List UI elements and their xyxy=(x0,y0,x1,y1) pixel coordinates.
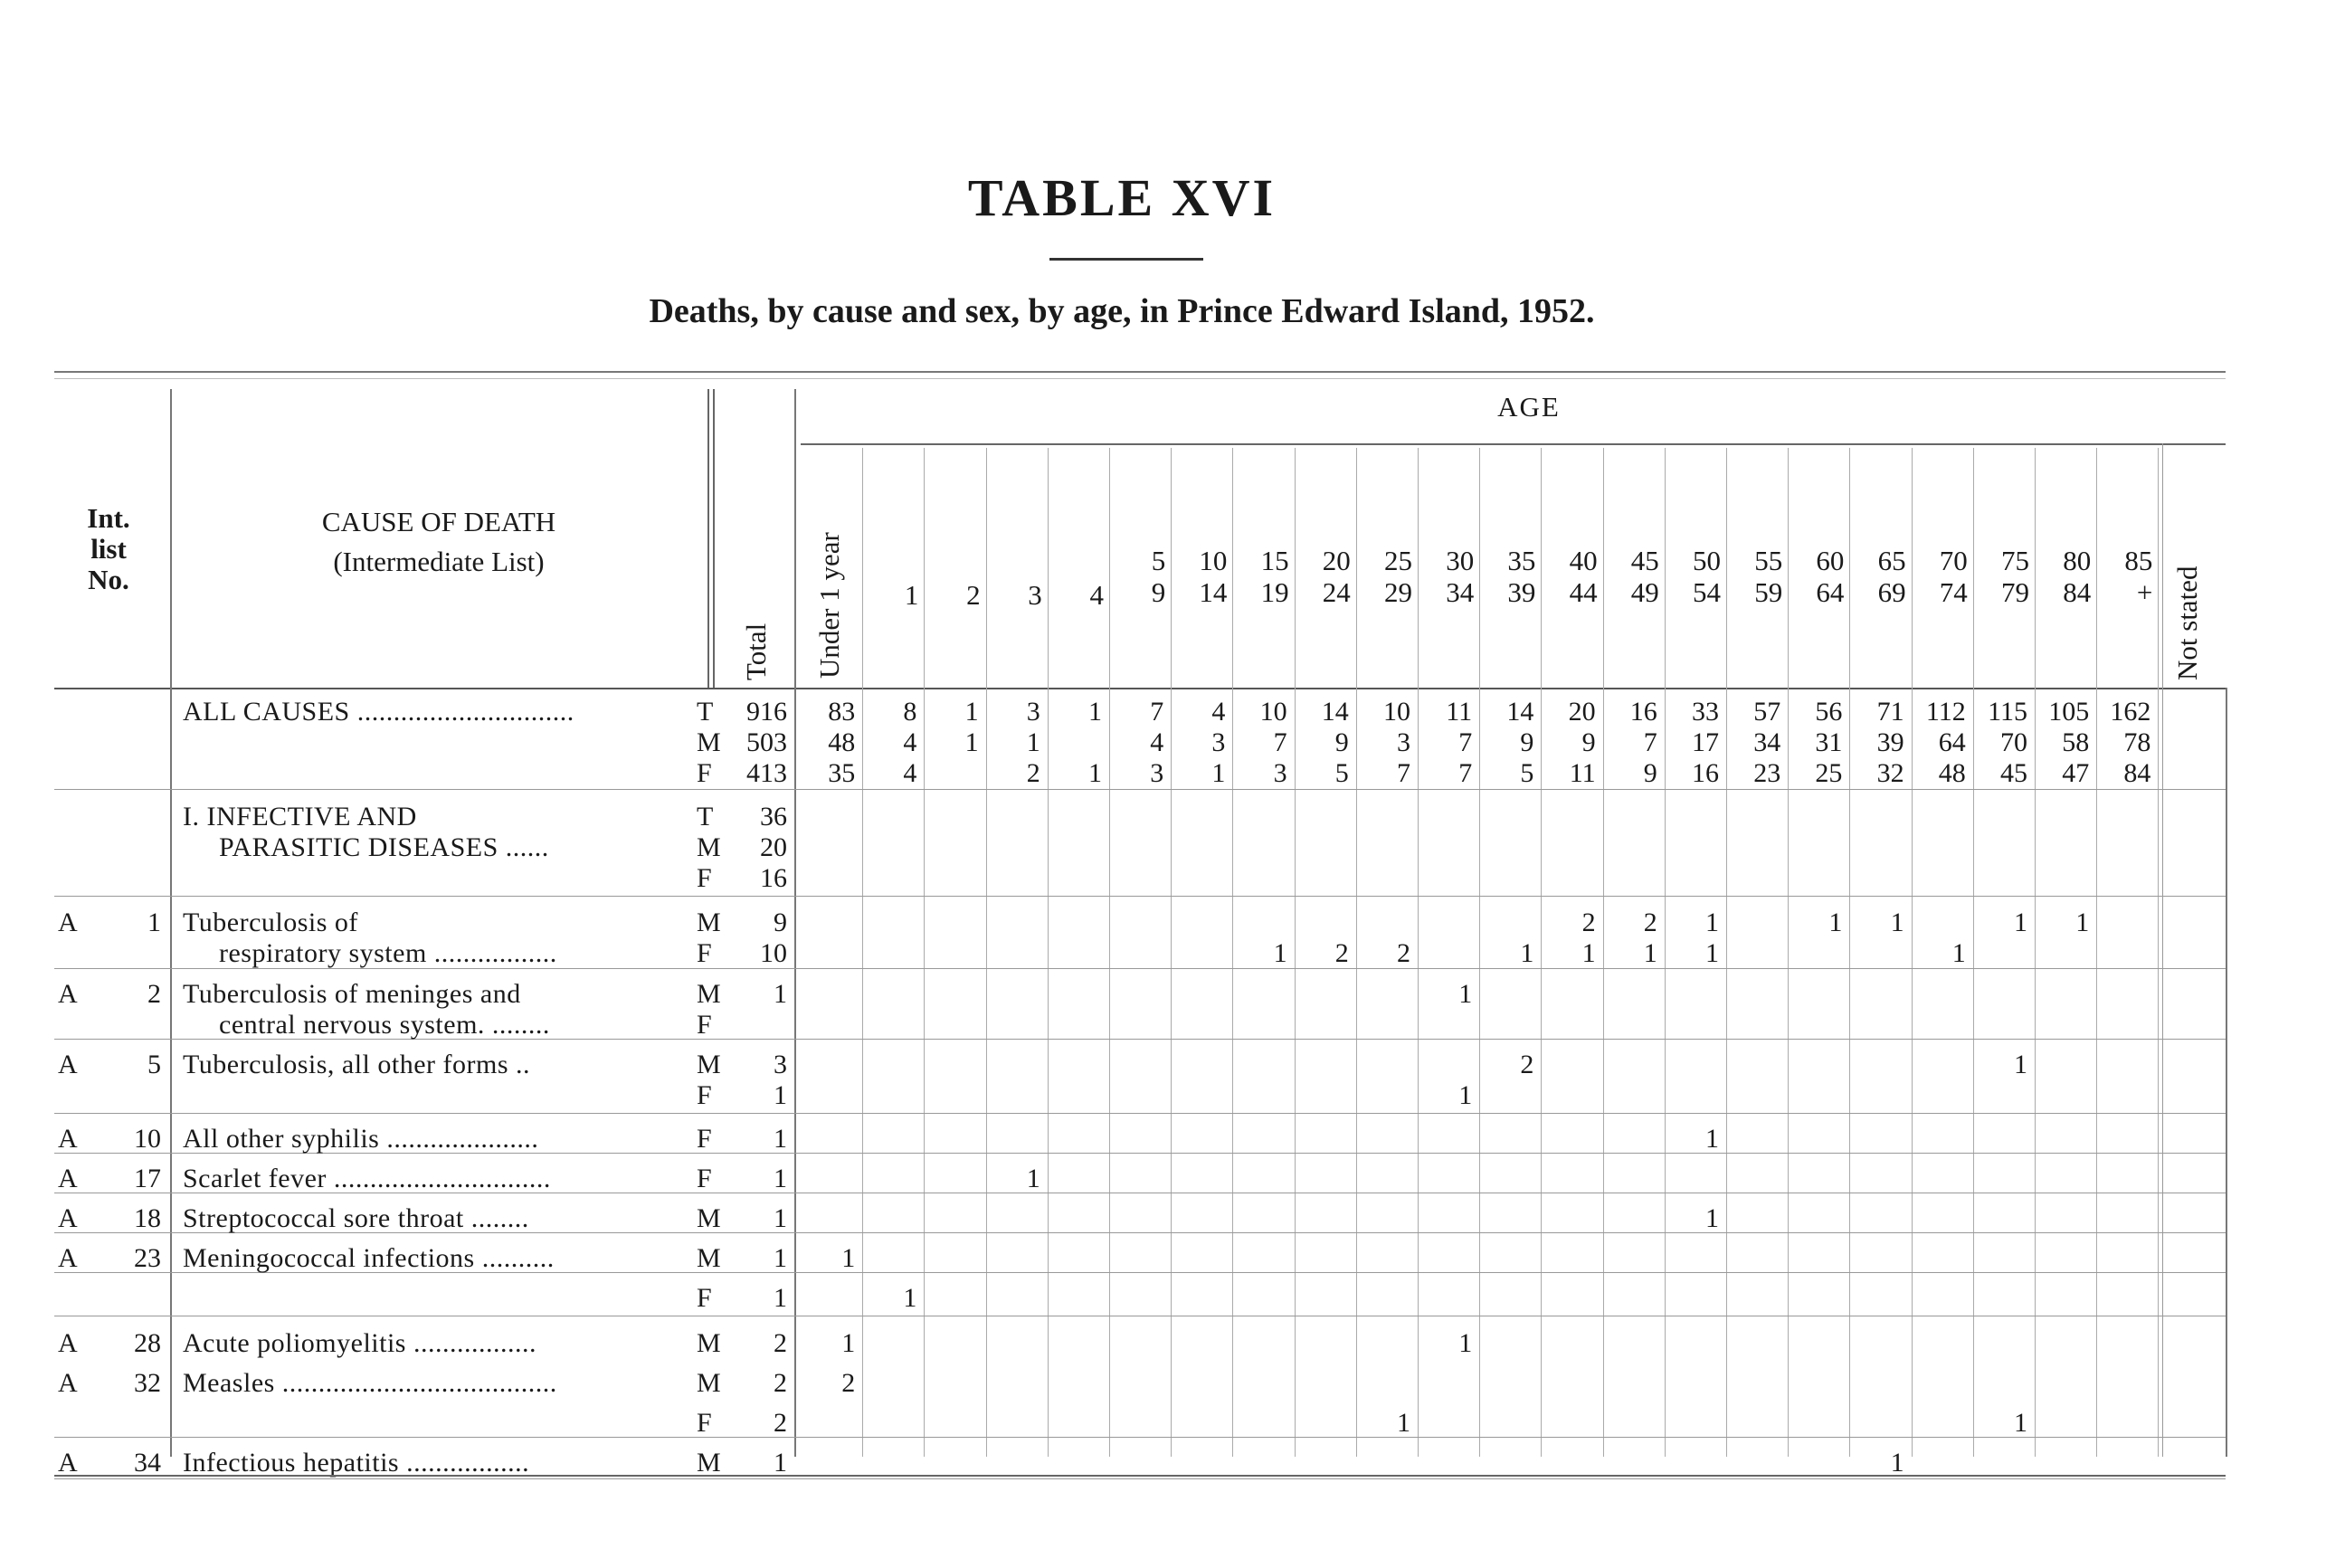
age-header-a80: 80 84 xyxy=(2063,545,2092,608)
row-sex: F xyxy=(697,938,712,968)
age-value-a35: 9 xyxy=(1520,727,1534,757)
age-header-a25: 25 29 xyxy=(1383,545,1412,608)
age-value-a45: 2 xyxy=(1643,908,1657,937)
age-header-a4: 4 xyxy=(1089,579,1104,611)
row-int-number: 5 xyxy=(147,1050,161,1079)
age-value-a50: 1 xyxy=(1704,908,1719,937)
row-int-number: 18 xyxy=(134,1203,161,1233)
age-value-a5: 7 xyxy=(1150,697,1164,727)
row-code: A xyxy=(58,908,78,937)
age-value-a75: 70 xyxy=(1999,727,2027,757)
age-header-rule xyxy=(801,443,2226,445)
age-value-a30: 1 xyxy=(1458,1328,1473,1358)
age-header-a2: 2 xyxy=(966,579,981,611)
row-total: 1 xyxy=(774,1124,787,1154)
row-cause: central nervous system. ........ xyxy=(219,1010,550,1040)
row-separator xyxy=(54,1113,2226,1114)
header-bottom-rule xyxy=(54,688,2226,689)
age-header-u1: Under 1 year xyxy=(813,532,845,679)
row-sex: M xyxy=(697,1203,721,1233)
row-total: 2 xyxy=(774,1368,787,1398)
row-int-number: 23 xyxy=(134,1243,161,1273)
age-value-a35: 14 xyxy=(1506,697,1534,727)
age-value-a4: 1 xyxy=(1087,697,1102,727)
age-header-a15: 15 19 xyxy=(1260,545,1289,608)
age-value-a80: 105 xyxy=(2048,697,2090,727)
age-header-a30: 30 34 xyxy=(1446,545,1475,608)
row-code: A xyxy=(58,1368,78,1398)
row-sex: M xyxy=(697,1328,721,1358)
age-value-a70: 1 xyxy=(1951,938,1966,968)
age-value-a75: 45 xyxy=(1999,758,2027,788)
age-value-a50: 33 xyxy=(1691,697,1719,727)
age-column-rule xyxy=(794,389,796,1457)
age-value-a10: 1 xyxy=(1211,758,1226,788)
age-header-a10: 10 14 xyxy=(1199,545,1228,608)
row-separator xyxy=(54,1437,2226,1438)
age-value-a5: 4 xyxy=(1150,727,1164,757)
age-value-u1: 83 xyxy=(828,697,856,727)
age-value-a20: 14 xyxy=(1321,697,1349,727)
row-sex: F xyxy=(697,1080,712,1110)
age-header-a70: 70 74 xyxy=(1939,545,1968,608)
age-value-a75: 1 xyxy=(2013,1050,2027,1079)
row-sex: F xyxy=(697,1010,712,1040)
table-bottom-rule xyxy=(54,1475,2226,1477)
total-header: Total xyxy=(740,622,772,680)
age-value-a10: 4 xyxy=(1211,697,1226,727)
row-separator xyxy=(54,1478,2226,1479)
age-value-u1: 1 xyxy=(841,1243,856,1273)
age-value-a35: 1 xyxy=(1520,938,1534,968)
row-sex: M xyxy=(697,832,721,862)
table-top-rule xyxy=(54,371,2226,373)
row-code: A xyxy=(58,1050,78,1079)
row-sex: M xyxy=(697,1448,721,1478)
age-value-a15: 1 xyxy=(1273,938,1287,968)
age-value-a5: 3 xyxy=(1150,758,1164,788)
age-value-a70: 112 xyxy=(1925,697,1966,727)
row-total: 10 xyxy=(760,938,787,968)
age-value-a1: 1 xyxy=(903,1283,917,1313)
age-value-a1: 4 xyxy=(903,758,917,788)
row-cause: respiratory system ................. xyxy=(219,938,557,968)
age-value-a55: 57 xyxy=(1753,697,1781,727)
age-value-a55: 34 xyxy=(1753,727,1781,757)
row-int-number: 17 xyxy=(134,1164,161,1193)
age-header-a1: 1 xyxy=(904,579,919,611)
age-header-a75: 75 79 xyxy=(2000,545,2029,608)
age-col-rule-a85 xyxy=(2158,448,2159,1457)
age-value-a40: 20 xyxy=(1568,697,1596,727)
age-value-a45: 1 xyxy=(1643,938,1657,968)
age-value-a40: 2 xyxy=(1581,908,1596,937)
row-cause: Tuberculosis of meninges and xyxy=(183,979,521,1009)
age-value-a25: 7 xyxy=(1396,758,1410,788)
row-cause: All other syphilis ..................... xyxy=(183,1124,539,1154)
age-value-a80: 58 xyxy=(2062,727,2090,757)
age-value-a85: 162 xyxy=(2110,697,2151,727)
age-value-u1: 48 xyxy=(828,727,856,757)
age-value-a1: 4 xyxy=(903,727,917,757)
row-cause: Meningococcal infections .......... xyxy=(183,1243,555,1273)
age-value-a65: 1 xyxy=(1890,908,1904,937)
row-cause: PARASITIC DISEASES ...... xyxy=(219,832,549,862)
age-value-u1: 1 xyxy=(841,1328,856,1358)
table-subtitle: Deaths, by cause and sex, by age, in Prince Edward Island, 1952. xyxy=(649,292,1595,330)
table-top-rule-2 xyxy=(54,378,2226,379)
age-value-a2: 1 xyxy=(964,727,979,757)
row-sex: F xyxy=(697,1408,712,1438)
age-value-a10: 3 xyxy=(1211,727,1226,757)
row-total: 1 xyxy=(774,1243,787,1273)
age-value-a85: 84 xyxy=(2123,758,2151,788)
age-value-a20: 2 xyxy=(1334,938,1349,968)
row-total: 413 xyxy=(746,758,787,788)
age-header-a35: 35 39 xyxy=(1507,545,1536,608)
age-value-a70: 48 xyxy=(1938,758,1966,788)
age-value-a45: 7 xyxy=(1643,727,1657,757)
age-header-a20: 20 24 xyxy=(1322,545,1351,608)
age-value-a85: 78 xyxy=(2123,727,2151,757)
row-code: A xyxy=(58,1328,78,1358)
age-header-a55: 55 59 xyxy=(1754,545,1783,608)
row-total: 9 xyxy=(774,908,787,937)
age-value-a30: 7 xyxy=(1458,727,1473,757)
age-value-a60: 1 xyxy=(1828,908,1843,937)
row-cause: Infectious hepatitis ................. xyxy=(183,1448,530,1478)
row-cause: Scarlet fever .............................. xyxy=(183,1164,551,1193)
row-total: 916 xyxy=(746,697,787,727)
age-value-a25: 1 xyxy=(1396,1408,1410,1438)
cause-column-rule xyxy=(170,389,172,1457)
not-stated-rule xyxy=(2162,443,2163,1457)
age-value-a65: 71 xyxy=(1876,697,1904,727)
age-header-a45: 45 49 xyxy=(1630,545,1659,608)
age-value-u1: 35 xyxy=(828,758,856,788)
row-sex: F xyxy=(697,1283,712,1313)
row-sex: M xyxy=(697,908,721,937)
row-total: 1 xyxy=(774,1203,787,1233)
row-total: 1 xyxy=(774,1283,787,1313)
age-value-a3: 3 xyxy=(1026,697,1040,727)
row-cause: I. INFECTIVE AND xyxy=(183,802,417,832)
age-value-a50: 1 xyxy=(1704,938,1719,968)
age-value-a50: 1 xyxy=(1704,1124,1719,1154)
age-header-a3: 3 xyxy=(1028,579,1042,611)
age-value-a15: 7 xyxy=(1273,727,1287,757)
total-column-rule-2 xyxy=(713,389,715,688)
age-value-a65: 39 xyxy=(1876,727,1904,757)
row-int-number: 28 xyxy=(134,1328,161,1358)
age-value-a25: 2 xyxy=(1396,938,1410,968)
age-value-a75: 1 xyxy=(2013,908,2027,937)
row-int-number: 2 xyxy=(147,979,161,1009)
age-value-a40: 1 xyxy=(1581,938,1596,968)
row-sex: T xyxy=(697,802,714,832)
row-sex: F xyxy=(697,758,712,788)
row-code: A xyxy=(58,1243,78,1273)
row-sex: T xyxy=(697,697,714,727)
age-value-a75: 115 xyxy=(1988,697,2027,727)
age-value-a4: 1 xyxy=(1087,758,1102,788)
row-cause: ALL CAUSES .............................. xyxy=(183,697,574,727)
row-sex: M xyxy=(697,727,721,757)
row-total: 1 xyxy=(774,1080,787,1110)
title-underline xyxy=(1049,258,1203,261)
age-value-a20: 5 xyxy=(1334,758,1349,788)
age-header-a40: 40 44 xyxy=(1569,545,1598,608)
int-list-header: Int. list No. xyxy=(87,502,130,595)
table-right-rule xyxy=(2226,688,2227,1457)
age-value-a3: 1 xyxy=(1026,1164,1040,1193)
age-header-a85: 85 + xyxy=(2124,545,2153,608)
age-header: AGE xyxy=(1497,391,1561,423)
row-code: A xyxy=(58,1164,78,1193)
row-code: A xyxy=(58,1124,78,1154)
age-value-a30: 1 xyxy=(1458,979,1473,1009)
row-cause: Streptococcal sore throat ........ xyxy=(183,1203,529,1233)
row-total: 503 xyxy=(746,727,787,757)
row-sex: F xyxy=(697,1164,712,1193)
age-value-a2: 1 xyxy=(964,697,979,727)
row-separator xyxy=(54,789,2226,790)
age-value-a50: 16 xyxy=(1691,758,1719,788)
total-column-rule xyxy=(707,389,709,688)
age-value-a15: 10 xyxy=(1259,697,1287,727)
age-value-a50: 17 xyxy=(1691,727,1719,757)
row-total: 1 xyxy=(774,979,787,1009)
age-value-a35: 2 xyxy=(1520,1050,1534,1079)
row-sex: F xyxy=(697,1124,712,1154)
age-value-a80: 47 xyxy=(2062,758,2090,788)
row-sex: M xyxy=(697,979,721,1009)
row-total: 1 xyxy=(774,1164,787,1193)
row-sex: M xyxy=(697,1368,721,1398)
age-value-a40: 11 xyxy=(1569,758,1596,788)
row-total: 16 xyxy=(760,863,787,893)
age-value-a60: 56 xyxy=(1815,697,1843,727)
age-value-a45: 9 xyxy=(1643,758,1657,788)
age-header-a50: 50 54 xyxy=(1692,545,1721,608)
age-value-a25: 10 xyxy=(1382,697,1410,727)
row-sex: F xyxy=(697,863,712,893)
row-code: A xyxy=(58,979,78,1009)
row-total: 3 xyxy=(774,1050,787,1079)
age-value-a45: 16 xyxy=(1629,697,1657,727)
age-value-a65: 32 xyxy=(1876,758,1904,788)
age-value-a70: 64 xyxy=(1938,727,1966,757)
age-value-a50: 1 xyxy=(1704,1203,1719,1233)
row-cause: Tuberculosis of xyxy=(183,908,358,937)
row-total: 1 xyxy=(774,1448,787,1478)
row-cause: Acute poliomyelitis ................. xyxy=(183,1328,536,1358)
row-code: A xyxy=(58,1448,78,1478)
age-value-a80: 1 xyxy=(2075,908,2090,937)
age-value-a65: 1 xyxy=(1890,1448,1904,1478)
row-int-number: 34 xyxy=(134,1448,161,1478)
row-total: 36 xyxy=(760,802,787,832)
table-title: TABLE XVI xyxy=(967,168,1277,227)
row-sex: M xyxy=(697,1243,721,1273)
row-total: 20 xyxy=(760,832,787,862)
age-value-a60: 31 xyxy=(1815,727,1843,757)
age-value-a25: 3 xyxy=(1396,727,1410,757)
row-separator xyxy=(54,896,2226,897)
row-int-number: 1 xyxy=(147,908,161,937)
cause-header: CAUSE OF DEATH (Intermediate List) xyxy=(321,506,556,577)
age-value-a20: 9 xyxy=(1334,727,1349,757)
row-int-number: 32 xyxy=(134,1368,161,1398)
row-code: A xyxy=(58,1203,78,1233)
age-value-a40: 9 xyxy=(1581,727,1596,757)
row-cause: Measles ...................................... xyxy=(183,1368,557,1398)
age-value-a3: 1 xyxy=(1026,727,1040,757)
age-value-a30: 1 xyxy=(1458,1080,1473,1110)
row-sex: M xyxy=(697,1050,721,1079)
age-value-a30: 7 xyxy=(1458,758,1473,788)
age-value-a55: 23 xyxy=(1753,758,1781,788)
age-header-a5: 5 9 xyxy=(1151,545,1166,608)
age-header-a65: 65 69 xyxy=(1877,545,1906,608)
row-total: 2 xyxy=(774,1328,787,1358)
age-value-a60: 25 xyxy=(1815,758,1843,788)
age-value-a1: 8 xyxy=(903,697,917,727)
age-value-a15: 3 xyxy=(1273,758,1287,788)
row-cause: Tuberculosis, all other forms .. xyxy=(183,1050,531,1079)
age-value-a35: 5 xyxy=(1520,758,1534,788)
age-header-a60: 60 64 xyxy=(1816,545,1845,608)
age-value-a3: 2 xyxy=(1026,758,1040,788)
not-stated-header: Not stated xyxy=(2171,565,2203,680)
age-value-a75: 1 xyxy=(2013,1408,2027,1438)
age-value-u1: 2 xyxy=(841,1368,856,1398)
row-total: 2 xyxy=(774,1408,787,1438)
age-value-a30: 11 xyxy=(1446,697,1473,727)
row-int-number: 10 xyxy=(134,1124,161,1154)
